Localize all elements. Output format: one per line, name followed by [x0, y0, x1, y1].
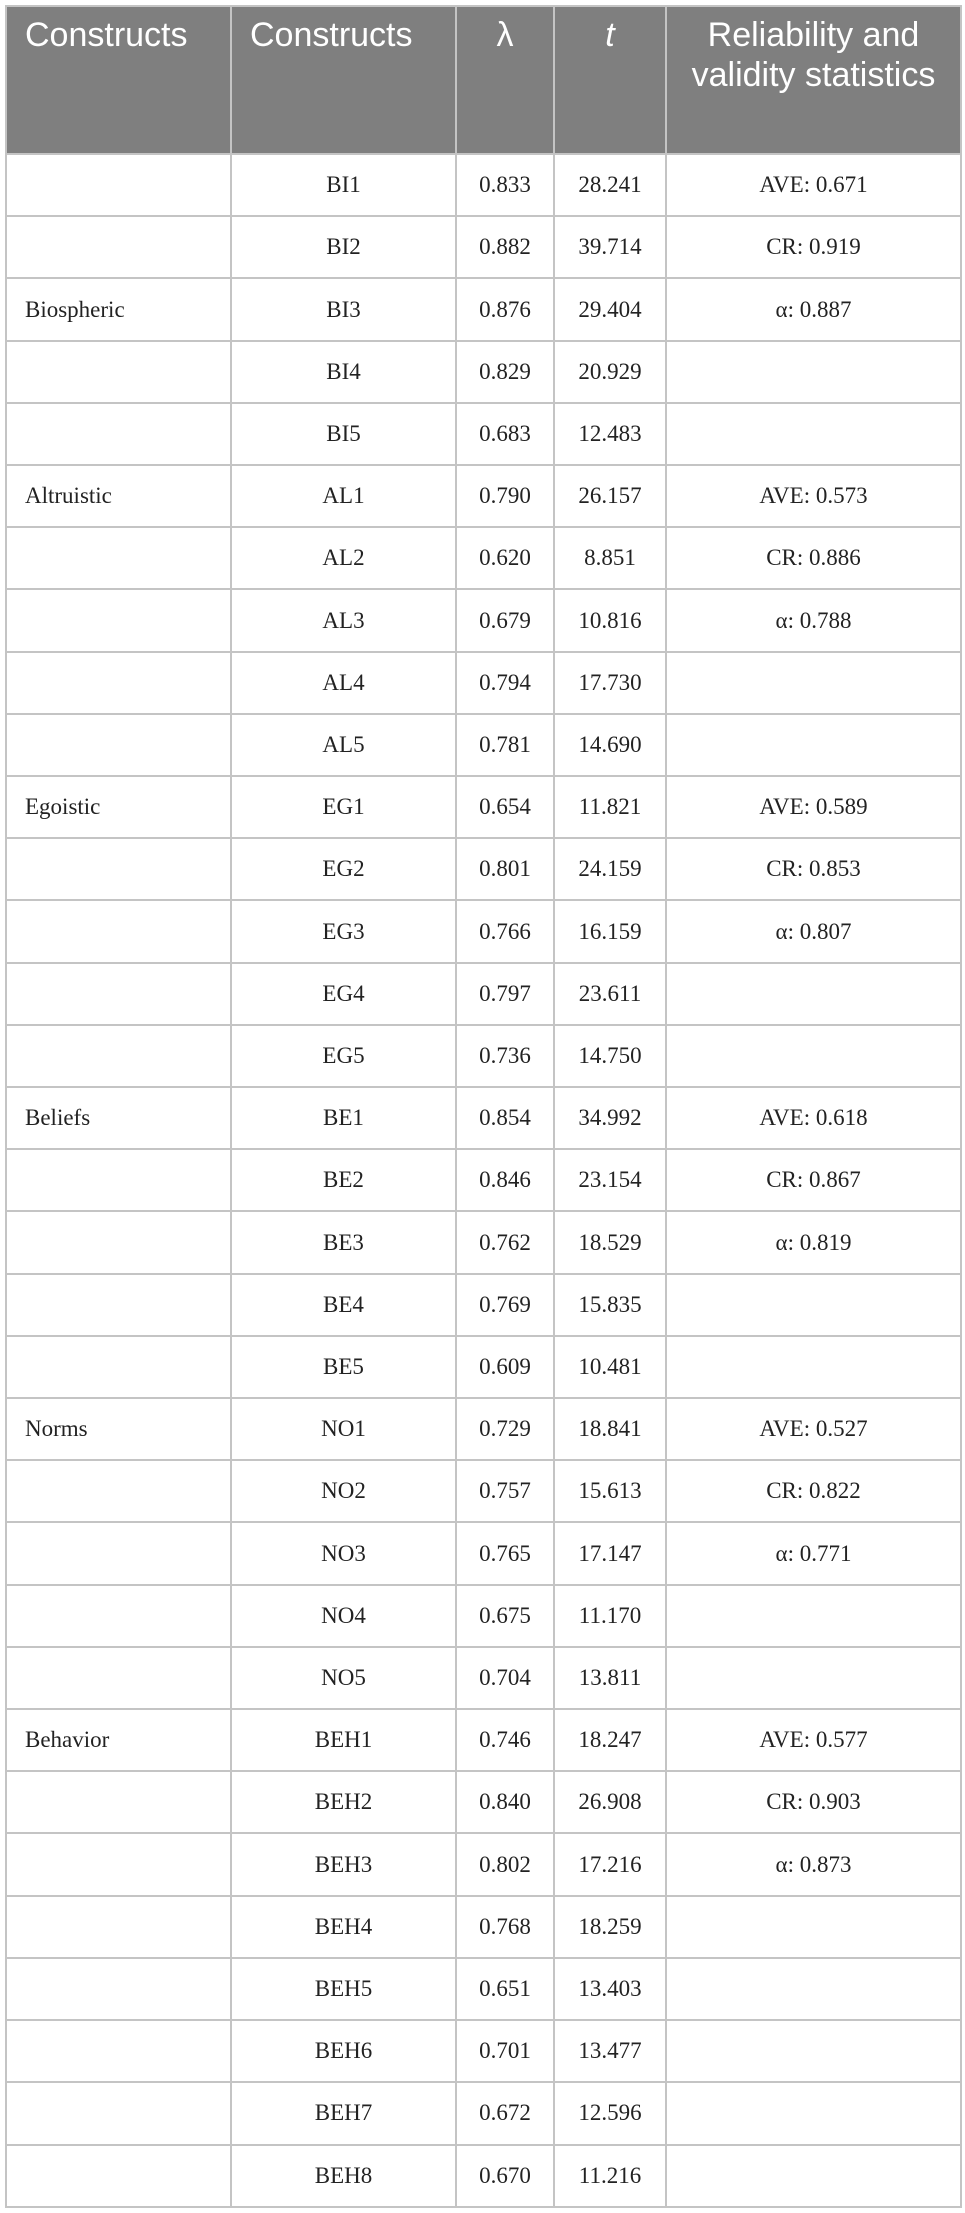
- construct-cell: [6, 900, 231, 962]
- table-row: [6, 465, 961, 527]
- reliability-cell: [666, 2082, 961, 2144]
- table-row: [6, 652, 961, 714]
- construct-cell: [6, 1522, 231, 1584]
- reliability-cell: AVE: 0.577: [666, 1709, 961, 1771]
- lambda-cell: 0.654: [456, 776, 554, 838]
- construct-cell: [6, 1149, 231, 1211]
- construct-cell: [6, 1958, 231, 2020]
- item-cell: BE4: [231, 1274, 456, 1336]
- lambda-cell: 0.704: [456, 1647, 554, 1709]
- construct-cell: Altruistic: [6, 465, 231, 527]
- construct-cell: [6, 2020, 231, 2082]
- reliability-cell: [666, 1274, 961, 1336]
- reliability-cell: [666, 403, 961, 465]
- table-row: [6, 1398, 961, 1460]
- t-cell: 13.477: [554, 2020, 666, 2082]
- item-cell: BEH7: [231, 2082, 456, 2144]
- t-cell: 17.730: [554, 652, 666, 714]
- item-cell: EG5: [231, 1025, 456, 1087]
- t-cell: 11.821: [554, 776, 666, 838]
- reliability-cell: [666, 652, 961, 714]
- reliability-cell: AVE: 0.618: [666, 1087, 961, 1149]
- item-cell: NO4: [231, 1585, 456, 1647]
- construct-cell: Behavior: [6, 1709, 231, 1771]
- lambda-cell: 0.882: [456, 216, 554, 278]
- table-row: [6, 1274, 961, 1336]
- construct-cell: [6, 963, 231, 1025]
- item-cell: BI2: [231, 216, 456, 278]
- construct-cell: Egoistic: [6, 776, 231, 838]
- construct-cell: [6, 652, 231, 714]
- t-cell: 15.835: [554, 1274, 666, 1336]
- table-row: [6, 589, 961, 651]
- t-cell: 20.929: [554, 341, 666, 403]
- lambda-cell: 0.854: [456, 1087, 554, 1149]
- lambda-cell: 0.769: [456, 1274, 554, 1336]
- lambda-cell: 0.794: [456, 652, 554, 714]
- item-cell: BI1: [231, 154, 456, 216]
- item-cell: NO1: [231, 1398, 456, 1460]
- construct-cell: [6, 154, 231, 216]
- reliability-cell: [666, 714, 961, 776]
- construct-cell: [6, 1647, 231, 1709]
- header-reliability: Reliability and validity statistics: [666, 6, 961, 154]
- lambda-cell: 0.757: [456, 1460, 554, 1522]
- reliability-cell: α: 0.873: [666, 1833, 961, 1895]
- reliability-cell: [666, 1336, 961, 1398]
- item-cell: BE2: [231, 1149, 456, 1211]
- table-row: [6, 341, 961, 403]
- t-cell: 10.816: [554, 589, 666, 651]
- reliability-cell: α: 0.807: [666, 900, 961, 962]
- t-cell: 18.259: [554, 1896, 666, 1958]
- construct-cell: Biospheric: [6, 278, 231, 340]
- t-cell: 14.690: [554, 714, 666, 776]
- t-cell: 23.154: [554, 1149, 666, 1211]
- header-row: [6, 6, 961, 154]
- lambda-cell: 0.651: [456, 1958, 554, 2020]
- t-cell: 24.159: [554, 838, 666, 900]
- measurement-table: [5, 5, 962, 2208]
- lambda-cell: 0.833: [456, 154, 554, 216]
- item-cell: BEH3: [231, 1833, 456, 1895]
- table-row: [6, 2082, 961, 2144]
- t-cell: 12.596: [554, 2082, 666, 2144]
- item-cell: BEH5: [231, 1958, 456, 2020]
- table-row: [6, 1025, 961, 1087]
- table-row: [6, 1896, 961, 1958]
- reliability-cell: [666, 1025, 961, 1087]
- lambda-cell: 0.683: [456, 403, 554, 465]
- table-row: [6, 1958, 961, 2020]
- t-cell: 17.216: [554, 1833, 666, 1895]
- reliability-cell: [666, 2145, 961, 2208]
- t-cell: 11.170: [554, 1585, 666, 1647]
- reliability-cell: CR: 0.822: [666, 1460, 961, 1522]
- item-cell: EG4: [231, 963, 456, 1025]
- table-row: [6, 216, 961, 278]
- table-row: [6, 403, 961, 465]
- reliability-cell: [666, 1585, 961, 1647]
- item-cell: BI4: [231, 341, 456, 403]
- reliability-cell: α: 0.788: [666, 589, 961, 651]
- construct-cell: [6, 216, 231, 278]
- construct-cell: [6, 1833, 231, 1895]
- table-row: [6, 527, 961, 589]
- table-row: [6, 963, 961, 1025]
- t-cell: 15.613: [554, 1460, 666, 1522]
- t-cell: 17.147: [554, 1522, 666, 1584]
- item-cell: BI3: [231, 278, 456, 340]
- lambda-cell: 0.762: [456, 1211, 554, 1273]
- lambda-cell: 0.679: [456, 589, 554, 651]
- reliability-cell: α: 0.771: [666, 1522, 961, 1584]
- lambda-cell: 0.701: [456, 2020, 554, 2082]
- table-row: [6, 714, 961, 776]
- construct-cell: [6, 1771, 231, 1833]
- t-cell: 14.750: [554, 1025, 666, 1087]
- reliability-cell: AVE: 0.671: [666, 154, 961, 216]
- t-cell: 34.992: [554, 1087, 666, 1149]
- construct-cell: [6, 838, 231, 900]
- t-cell: 18.247: [554, 1709, 666, 1771]
- lambda-cell: 0.846: [456, 1149, 554, 1211]
- lambda-cell: 0.840: [456, 1771, 554, 1833]
- construct-cell: [6, 1211, 231, 1273]
- construct-cell: [6, 341, 231, 403]
- lambda-cell: 0.609: [456, 1336, 554, 1398]
- lambda-cell: 0.876: [456, 278, 554, 340]
- t-cell: 13.403: [554, 1958, 666, 2020]
- t-cell: 8.851: [554, 527, 666, 589]
- t-cell: 23.611: [554, 963, 666, 1025]
- table-row: [6, 1833, 961, 1895]
- lambda-cell: 0.765: [456, 1522, 554, 1584]
- construct-cell: [6, 1896, 231, 1958]
- item-cell: NO2: [231, 1460, 456, 1522]
- t-cell: 10.481: [554, 1336, 666, 1398]
- item-cell: BEH8: [231, 2145, 456, 2208]
- lambda-cell: 0.675: [456, 1585, 554, 1647]
- lambda-cell: 0.746: [456, 1709, 554, 1771]
- table-row: [6, 1522, 961, 1584]
- construct-cell: [6, 527, 231, 589]
- lambda-cell: 0.802: [456, 1833, 554, 1895]
- reliability-cell: [666, 1896, 961, 1958]
- reliability-cell: AVE: 0.589: [666, 776, 961, 838]
- reliability-cell: [666, 963, 961, 1025]
- reliability-cell: AVE: 0.573: [666, 465, 961, 527]
- reliability-cell: [666, 1647, 961, 1709]
- lambda-cell: 0.790: [456, 465, 554, 527]
- item-cell: BE3: [231, 1211, 456, 1273]
- construct-cell: Beliefs: [6, 1087, 231, 1149]
- construct-cell: [6, 1274, 231, 1336]
- lambda-cell: 0.670: [456, 2145, 554, 2208]
- lambda-cell: 0.736: [456, 1025, 554, 1087]
- table-row: [6, 1336, 961, 1398]
- header-constructs-items: Constructs: [231, 6, 456, 154]
- reliability-cell: [666, 1958, 961, 2020]
- lambda-cell: 0.620: [456, 527, 554, 589]
- table-row: [6, 1709, 961, 1771]
- construct-cell: [6, 1585, 231, 1647]
- construct-cell: [6, 589, 231, 651]
- t-cell: 26.157: [554, 465, 666, 527]
- reliability-cell: CR: 0.867: [666, 1149, 961, 1211]
- item-cell: BE5: [231, 1336, 456, 1398]
- item-cell: AL5: [231, 714, 456, 776]
- t-cell: 29.404: [554, 278, 666, 340]
- reliability-cell: [666, 2020, 961, 2082]
- item-cell: AL4: [231, 652, 456, 714]
- item-cell: BEH4: [231, 1896, 456, 1958]
- header-lambda: λ: [456, 6, 554, 154]
- t-cell: 11.216: [554, 2145, 666, 2208]
- t-cell: 18.529: [554, 1211, 666, 1273]
- reliability-cell: α: 0.819: [666, 1211, 961, 1273]
- lambda-cell: 0.672: [456, 2082, 554, 2144]
- reliability-cell: CR: 0.886: [666, 527, 961, 589]
- lambda-cell: 0.768: [456, 1896, 554, 1958]
- reliability-cell: CR: 0.903: [666, 1771, 961, 1833]
- t-cell: 39.714: [554, 216, 666, 278]
- table-row: [6, 1211, 961, 1273]
- construct-cell: [6, 2082, 231, 2144]
- construct-cell: [6, 2145, 231, 2208]
- table-row: [6, 838, 961, 900]
- table-row: [6, 1149, 961, 1211]
- lambda-cell: 0.781: [456, 714, 554, 776]
- item-cell: AL1: [231, 465, 456, 527]
- table-row: [6, 1771, 961, 1833]
- table-row: [6, 2020, 961, 2082]
- table-row: [6, 278, 961, 340]
- t-cell: 18.841: [554, 1398, 666, 1460]
- reliability-cell: CR: 0.853: [666, 838, 961, 900]
- table-row: [6, 2145, 961, 2208]
- item-cell: EG2: [231, 838, 456, 900]
- item-cell: BE1: [231, 1087, 456, 1149]
- t-cell: 28.241: [554, 154, 666, 216]
- table-row: [6, 776, 961, 838]
- item-cell: NO3: [231, 1522, 456, 1584]
- construct-cell: [6, 1025, 231, 1087]
- construct-cell: [6, 1460, 231, 1522]
- table-row: [6, 154, 961, 216]
- lambda-cell: 0.729: [456, 1398, 554, 1460]
- table-row: [6, 1460, 961, 1522]
- item-cell: BEH2: [231, 1771, 456, 1833]
- item-cell: AL3: [231, 589, 456, 651]
- construct-cell: [6, 1336, 231, 1398]
- t-cell: 26.908: [554, 1771, 666, 1833]
- table-row: [6, 1585, 961, 1647]
- item-cell: NO5: [231, 1647, 456, 1709]
- t-cell: 12.483: [554, 403, 666, 465]
- item-cell: EG3: [231, 900, 456, 962]
- reliability-cell: [666, 341, 961, 403]
- item-cell: BEH6: [231, 2020, 456, 2082]
- lambda-cell: 0.797: [456, 963, 554, 1025]
- item-cell: EG1: [231, 776, 456, 838]
- construct-cell: [6, 714, 231, 776]
- reliability-cell: α: 0.887: [666, 278, 961, 340]
- lambda-cell: 0.801: [456, 838, 554, 900]
- item-cell: BI5: [231, 403, 456, 465]
- header-t: t: [554, 6, 666, 154]
- reliability-cell: CR: 0.919: [666, 216, 961, 278]
- lambda-cell: 0.829: [456, 341, 554, 403]
- reliability-cell: AVE: 0.527: [666, 1398, 961, 1460]
- table-row: [6, 1087, 961, 1149]
- table-row: [6, 1647, 961, 1709]
- item-cell: BEH1: [231, 1709, 456, 1771]
- item-cell: AL2: [231, 527, 456, 589]
- lambda-cell: 0.766: [456, 900, 554, 962]
- table-body: [6, 154, 961, 2207]
- table-row: [6, 900, 961, 962]
- t-cell: 13.811: [554, 1647, 666, 1709]
- t-cell: 16.159: [554, 900, 666, 962]
- construct-cell: [6, 403, 231, 465]
- header-constructs: Constructs: [6, 6, 231, 154]
- construct-cell: Norms: [6, 1398, 231, 1460]
